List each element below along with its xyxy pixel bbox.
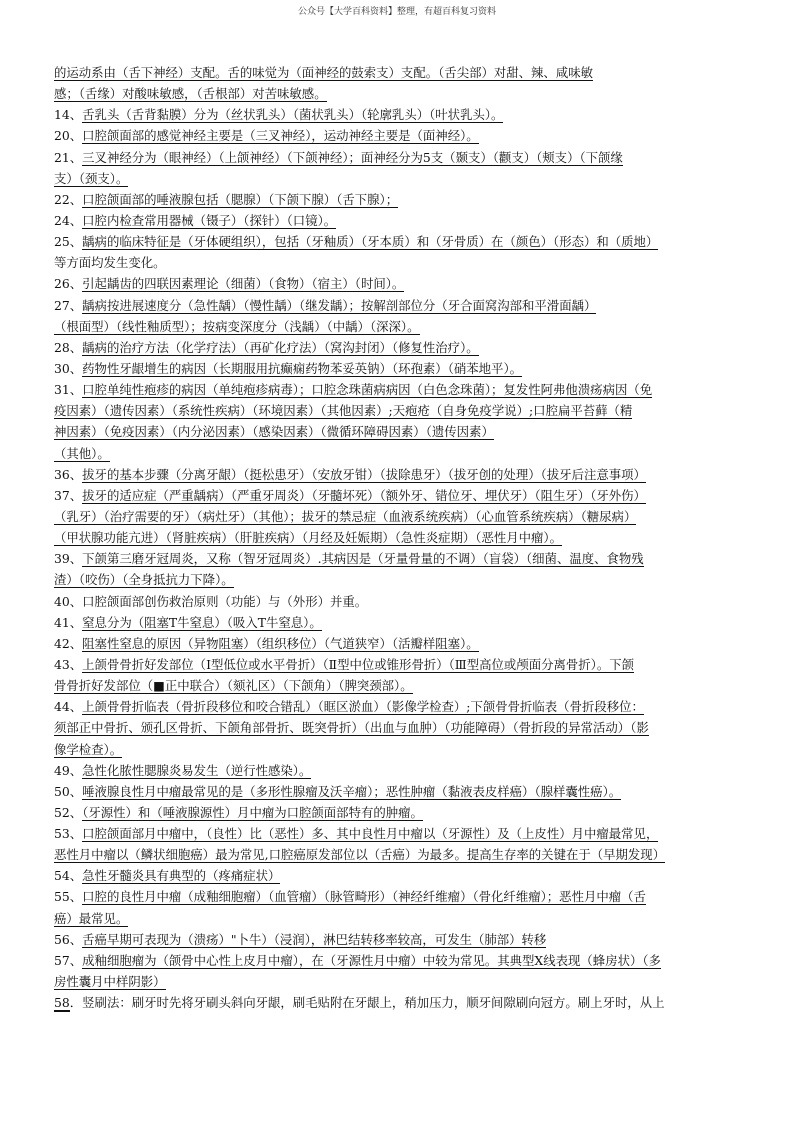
text-line bbox=[54, 210, 758, 231]
text-segment: 成釉细胞瘤为（颌骨中心性上皮月中瘤），在（牙源性月中瘤）中较为常见。其典型X线表现（蜂房状）（多 bbox=[82, 952, 661, 968]
text-segment: 58 bbox=[54, 995, 70, 1011]
text-line bbox=[54, 802, 758, 823]
text-segment: 恶性月中瘤以（鳞状细胞癌）最为常见,口腔癌原发部位以（舌癌）为最多。提高生存率的关键在于（早期发现） bbox=[54, 847, 666, 863]
text-line bbox=[54, 125, 758, 146]
text-line bbox=[54, 189, 758, 210]
text-segment: 感；（舌缘）对酸味敏感，（舌根部）对苦味敏感。 bbox=[54, 86, 327, 102]
text-segment: 43、 bbox=[54, 656, 83, 672]
text-segment: 疫因素）（遗传因素）（系统性疾病）（环境因素）（其他因素）;天疱疮（自身免疫学说）;口腔扁平苔藓（精 bbox=[54, 403, 633, 419]
text-segment: 像学检查）。 bbox=[54, 741, 123, 757]
text-segment: 21、 bbox=[54, 149, 83, 165]
text-segment: 42、 bbox=[54, 635, 83, 651]
text-line bbox=[54, 252, 758, 273]
text-line bbox=[54, 633, 758, 654]
text-segment: 22、 bbox=[54, 191, 83, 207]
text-segment: 30、 bbox=[54, 360, 83, 376]
text-line bbox=[54, 443, 758, 464]
text-line bbox=[54, 273, 758, 294]
text-segment: 药物性牙龈增生的病因（长期服用抗癫痫药物苯妥英钠）（环孢素）（硝苯地平）。 bbox=[82, 360, 523, 376]
text-line bbox=[54, 929, 758, 950]
text-segment: 下颌第三磨牙冠周炎，又称（智牙冠周炎）.其病因是（牙量骨量的不调）（盲袋）（细菌、温度、食物残 bbox=[82, 551, 644, 567]
text-segment: 49、 bbox=[54, 762, 83, 778]
text-line bbox=[54, 612, 758, 633]
text-segment: 20、 bbox=[54, 128, 83, 144]
text-segment: 口腔内检查常用器械（镊子）（探针）（口镜）。 bbox=[82, 212, 337, 228]
text-line bbox=[54, 675, 758, 696]
text-line bbox=[54, 231, 758, 252]
text-line bbox=[54, 548, 758, 569]
text-segment: 唾液腺良性月中瘤最常见的是（多形性腺瘤及沃辛瘤）；恶性肿瘤（黏液表皮样癌）（腺样囊性癌）。 bbox=[82, 783, 622, 799]
text-segment: 窒息分为（阻塞T牛窒息）（吸入T牛窒息）。 bbox=[82, 614, 322, 630]
text-line bbox=[54, 760, 758, 781]
text-segment: 41、 bbox=[54, 614, 83, 630]
text-line bbox=[54, 717, 758, 738]
text-line bbox=[54, 844, 758, 865]
page-header: 公众号【大学百科资料】整理，有超百科复习资料 bbox=[297, 7, 496, 17]
text-segment: 36、 bbox=[54, 466, 83, 482]
text-segment: 口腔颌面部的唾液腺包括（腮腺）（下颌下腺）（舌下腺）； bbox=[82, 191, 399, 207]
text-segment: 口腔颌面部创伤救治原则（功能）与（外形）并重。 bbox=[82, 593, 368, 609]
text-line bbox=[54, 379, 758, 400]
text-segment: 阻塞性窒息的原因（异物阻塞）（组织移位）（气道狭窄）（活瓣样阻塞）。 bbox=[82, 635, 479, 651]
text-line bbox=[54, 739, 758, 760]
text-segment: 54、 bbox=[54, 868, 83, 884]
text-segment: （甲状腺功能亢进）（肾脏疾病）（肝脏疾病）（月经及妊娠期）（急性炎症期）（恶性月中瘤）。 bbox=[54, 530, 562, 546]
text-line bbox=[54, 654, 758, 675]
text-segment: （根面型）（线性釉质型）；按病变深度分（浅龋）（中龋）（深深）。 bbox=[54, 318, 420, 334]
text-segment: 渣）（咬伤）（全身抵抗力下降）。 bbox=[54, 572, 234, 588]
text-segment: （牙源性）和（唾液腺源性）月中瘤为口腔颌面部特有的肿瘤。 bbox=[82, 804, 423, 820]
text-line bbox=[54, 971, 758, 992]
text-line bbox=[54, 168, 758, 189]
text-segment: 龋病的治疗方法（化学疗法）（再矿化疗法）（窝沟封闭）（修复性治疗）。 bbox=[82, 339, 479, 355]
text-segment: 口腔颌面部的感觉神经主要是（三叉神经），运动神经主要是（面神经）。 bbox=[82, 128, 479, 144]
text-line bbox=[54, 464, 758, 485]
text-line bbox=[54, 83, 758, 104]
text-segment: 14、 bbox=[54, 107, 83, 123]
text-segment: 神因素）（免疫因素）（内分泌因素）（感染因素）（微循环障碍因素）（遗传因素） bbox=[54, 424, 494, 440]
text-line bbox=[54, 591, 758, 612]
text-line bbox=[54, 506, 758, 527]
text-segment: 须部正中骨折、颁孔区骨折、下颌角部骨折、既突骨折）（出血与血肿）（功能障碍）（骨折段的异常活动）（影 bbox=[54, 720, 649, 736]
text-line bbox=[54, 527, 758, 548]
text-line bbox=[54, 316, 758, 337]
text-segment: 28、 bbox=[54, 339, 83, 355]
text-segment: ．竖刷法：刷牙时先将牙刷头斜向牙龈，刷毛贴附在牙龈上，稍加压力，顺牙间隙刷向冠方。刷上牙时，从上 bbox=[69, 995, 665, 1011]
text-segment: 龋病按进展速度分（急性龋）（慢性龋）（继发龋）；按解剖部位分（牙合面窝沟部和平滑面龋） bbox=[82, 297, 597, 313]
text-segment: 的运动系由（舌下神经）支配。舌的味觉为（面神经的鼓索支）支配。（舌尖部）对甜、辣、咸味敏 bbox=[54, 65, 593, 80]
text-segment: 50、 bbox=[54, 783, 83, 799]
text-segment: 31、 bbox=[54, 382, 83, 398]
text-segment: 26、 bbox=[54, 276, 83, 292]
text-line bbox=[54, 823, 758, 844]
text-line bbox=[54, 908, 758, 929]
text-segment: 37、 bbox=[54, 487, 83, 503]
text-segment: 口腔单纯性疱疹的病因（单纯疱疹病毒）；口腔念珠菌病病因（白色念珠菌）；复发性阿弗他溃疡病因（免 bbox=[82, 382, 653, 398]
text-segment: 40、 bbox=[54, 593, 83, 609]
text-segment: 房性囊月中样阴影） bbox=[54, 974, 166, 990]
text-line bbox=[54, 569, 758, 590]
text-line bbox=[54, 992, 758, 1013]
text-line bbox=[54, 358, 758, 379]
text-segment: 舌癌早期可表现为（溃疡）"卜牛）（浸润），淋巴结转移率较高，可发生（肺部）转移 bbox=[82, 931, 547, 947]
text-line bbox=[54, 400, 758, 421]
text-line bbox=[54, 696, 758, 717]
text-segment: 龋病的临床特征是（牙体硬组织），包括（牙釉质）（牙本质）和（牙骨质）在（颜色）（形态）和（质地） bbox=[82, 234, 659, 250]
text-segment: 56、 bbox=[54, 931, 83, 947]
text-line bbox=[54, 886, 758, 907]
text-segment: 癌）最常见。 bbox=[54, 910, 129, 926]
text-line bbox=[54, 147, 758, 168]
document-body bbox=[54, 62, 758, 1013]
text-segment: 39、 bbox=[54, 551, 83, 567]
text-line bbox=[54, 865, 758, 886]
text-line bbox=[54, 337, 758, 358]
text-segment: 等方面均发生变化。 bbox=[54, 255, 166, 271]
text-line bbox=[54, 781, 758, 802]
text-segment: 支）（颈支）。 bbox=[54, 170, 129, 186]
text-segment: 引起龋齿的四联因素理论（细菌）（食物）（宿主）（时间）。 bbox=[82, 276, 405, 292]
text-segment: 三叉神经分为（眼神经）（上颌神经）（下颌神经）；面神经分为5支（颞支）（颧支）（颊支）（下颌缘 bbox=[82, 149, 623, 165]
text-segment: 27、 bbox=[54, 297, 83, 313]
text-segment: 拔牙的适应症（严重龋病）（严重牙周炎）（牙髓坏死）（额外牙、错位牙、埋伏牙）（阻生牙）（牙外伤） bbox=[82, 487, 646, 503]
text-line bbox=[54, 62, 758, 83]
text-segment: 拔牙的基本步骤（分离牙龈）（挺松患牙）（安放牙钳）（拔除患牙）（拔牙创的处理）（拔牙后注意事项） bbox=[82, 466, 646, 482]
text-segment: 24、 bbox=[54, 212, 83, 228]
text-segment: 口腔颌面部月中瘤中，（良性）比（恶性）多、其中良性月中瘤以（牙源性）及（上皮性）月中瘤最常见， bbox=[82, 826, 659, 842]
text-segment: 44、 bbox=[54, 699, 83, 715]
text-segment: 骨骨折好发部位（■正中联合）（颏礼区）（下颌角）（脾突颈部）。 bbox=[54, 678, 413, 694]
text-segment: 口腔的良性月中瘤（成釉细胞瘤）（血管瘤）（脉管畸形）（神经纤维瘤）（骨化纤维瘤）；恶性月中瘤（舌 bbox=[82, 889, 646, 905]
text-segment: 55、 bbox=[54, 889, 83, 905]
text-segment: 急性化脓性腮腺炎易发生（逆行性感染）。 bbox=[82, 762, 312, 778]
text-segment: （其他）。 bbox=[54, 445, 110, 461]
text-line bbox=[54, 295, 758, 316]
text-segment: 57、 bbox=[54, 952, 83, 968]
text-segment: 舌乳头（舌背黏膜）分为（丝状乳头）（菌状乳头）（轮廓乳头）（叶状乳头）。 bbox=[82, 107, 504, 123]
text-segment: 上颌骨骨折临表（骨折段移位和咬合错乱）（眶区淤血）（影像学检查）;下颌骨骨折临表（骨折段移位： bbox=[82, 699, 644, 715]
text-segment: 25、 bbox=[54, 234, 83, 250]
text-segment: 52、 bbox=[54, 804, 83, 820]
text-line bbox=[54, 104, 758, 125]
text-segment: 53、 bbox=[54, 826, 83, 842]
text-line bbox=[54, 421, 758, 442]
text-line bbox=[54, 485, 758, 506]
text-line bbox=[54, 950, 758, 971]
text-segment: 上颌骨骨折好发部位（Ⅰ型低位或水平骨折）（Ⅱ型中位或锥形骨折）（Ⅲ型高位或颅面分离骨折）。下颌 bbox=[82, 656, 635, 672]
text-segment: 急性牙髓炎具有典型的（疼痛症状） bbox=[82, 868, 281, 884]
text-segment: （乳牙）（治疗需要的牙）（病灶牙）（其他）；拔牙的禁忌症（血液系统疾病）（心血管系统疾病）（糖尿病） bbox=[54, 508, 637, 524]
